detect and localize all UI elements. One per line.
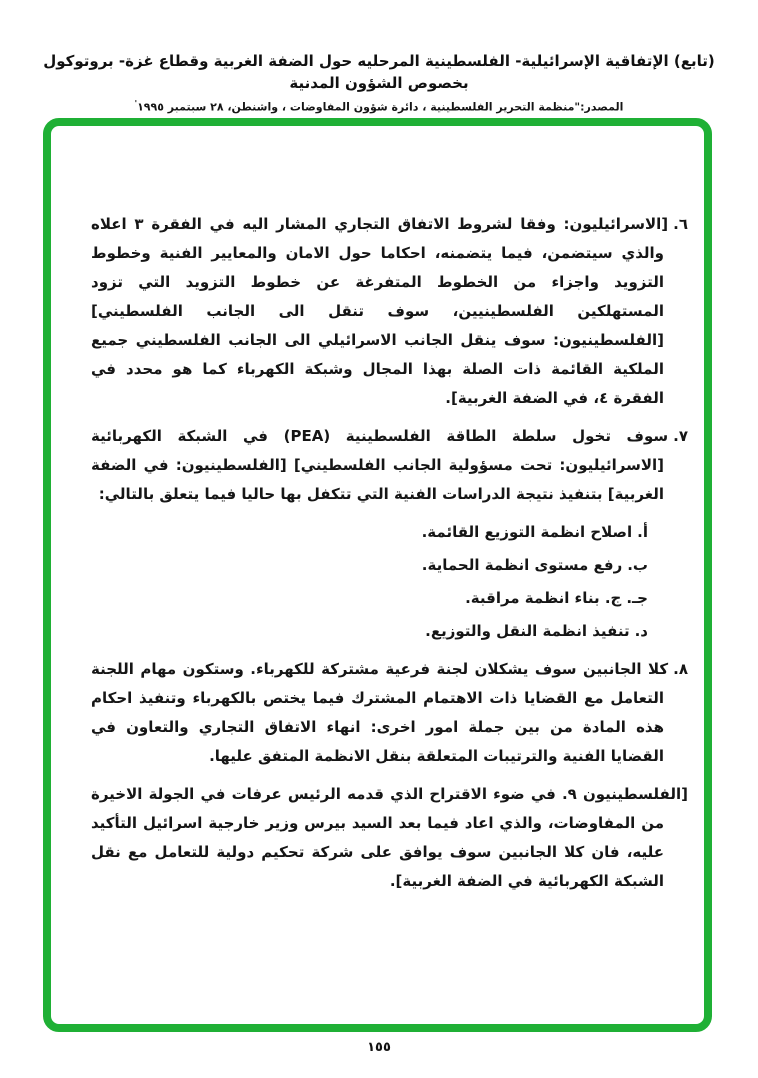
sub-item-list	[91, 518, 688, 646]
numbered-item-6	[91, 210, 688, 413]
numbered-item-8	[91, 655, 688, 771]
footnote-mark: '	[134, 99, 138, 108]
sub-item-b-text: رفع مستوى انظمة الحماية.	[421, 556, 623, 574]
page-number: ١٥٥	[367, 1040, 391, 1055]
item-6-marker: ٦.	[673, 215, 688, 233]
item-8-marker: ٨.	[673, 660, 688, 678]
numbered-item-7	[91, 422, 688, 509]
sub-item-j-marker: جـ.	[626, 589, 648, 607]
sub-item-d-text: تنفيذ انظمة النقل والتوزيع.	[425, 622, 630, 640]
item-7-marker: ٧.	[673, 427, 688, 445]
sub-item-j	[91, 584, 648, 613]
sub-item-a-text: اصلاح انظمة التوزيع القائمة.	[421, 523, 633, 541]
sub-item-a	[91, 518, 648, 547]
item-9-text: [الفلسطينيون ٩. في ضوء الاقتراح الذي قدمه الرئيس عرفات في الجولة الاخيرة من المفاوضات، والذي اعاد فيما بعد السيد بيرس وزير خارجية اسرائيل التأكيد عليه، فان كلا الجانبين سوف يوافق على شركة تحكيم دولية للتعامل مع نقل الشبكة الكهربائية في الضفة الغربية].	[91, 785, 688, 890]
document-source	[20, 99, 738, 114]
numbered-item-9	[91, 780, 688, 896]
sub-item-d	[91, 617, 648, 646]
sub-item-b-marker: ب.	[627, 556, 648, 574]
document-source-text: المصدر:"منظمة التحرير الفلسطينية ، دائرة شؤون المفاوضات ، واشنطن، ٢٨ سبتمبر ١٩٩٥	[137, 100, 624, 114]
document-title: (تابع) الإتفاقية الإسرائيلية- الفلسطينية المرحليه حول الضفة الغربية وقطاع غزة- بروتوكول بخصوص الشؤون المدنية	[43, 52, 715, 92]
item-6-text: [الاسرائيليون: وفقا لشروط الاتفاق التجاري المشار اليه في الفقرة ٣ اعلاه والذي سيتضمن، فيما يتضمنه، احكاما حول الامان والمعايير الفنية وخطوط التزويد واجزاء من الخطوط المتفرغة عن خطوط التزويد التي تزود المستهلكين الفلسطينيين، سوف تنقل الى الجانب الفلسطيني] [الفلسطينيون: سوف ينقل الجانب الاسرائيلي الى الجانب الفلسطيني جميع الملكية القائمة ذات الصلة بهذا المجال وشبكة الكهرباء كما هو محدد في الفقرة ٤، في الضفة الغربية].	[91, 215, 669, 407]
page-header	[20, 50, 738, 114]
item-8-text: كلا الجانبين سوف يشكلان لجنة فرعية مشتركة للكهرباء. وستكون مهام اللجنة التعامل مع القضايا ذات الاهتمام المشترك فيما يختص بالكهرباء وتنفيذ احكام هذه المادة من بين جملة امور اخرى: انهاء الاتفاق التجاري والتعاون في القضايا الفنية والترتيبات المتعلقة بنقل الانظمة المتفق عليها.	[91, 660, 669, 765]
document-body	[51, 126, 704, 896]
sub-item-a-marker: أ.	[637, 523, 648, 541]
green-border-frame	[43, 118, 712, 1032]
item-7-text: سوف تخول سلطة الطاقة الفلسطينية (PEA) في الشبكة الكهربائية [الاسرائيليون: تحت مسؤولية الجانب الفلسطيني] [الفلسطينيون: في الضفة الغربية] بتنفيذ نتيجة الدراسات الفنية التي تتكفل بها حاليا فيما يتعلق بالتالي:	[91, 427, 669, 503]
sub-item-b	[91, 551, 648, 580]
sub-item-d-marker: د.	[634, 622, 648, 640]
sub-item-j-text: ج. بناء انظمة مراقبة.	[465, 589, 622, 607]
